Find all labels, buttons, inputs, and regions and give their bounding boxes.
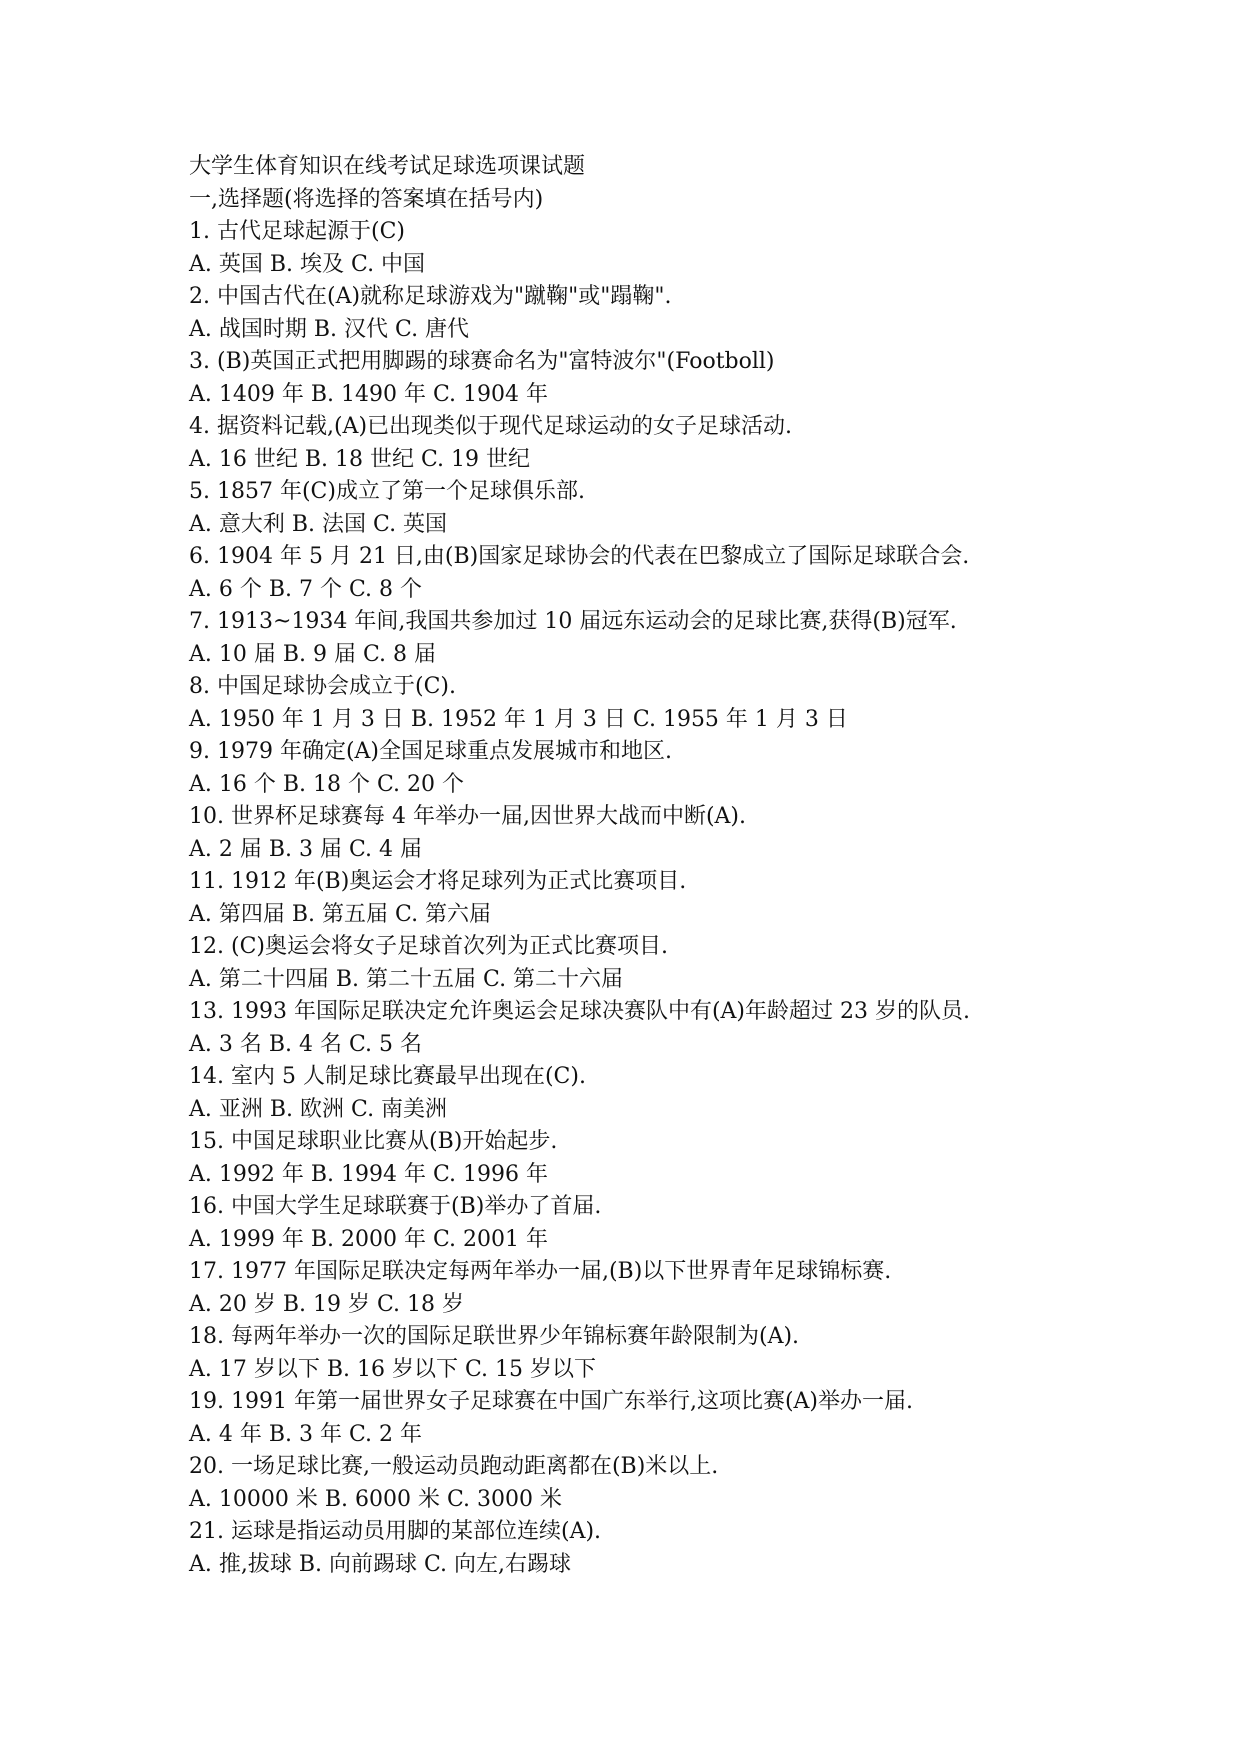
question-4: 4. 据资料记载,(A)已出现类似于现代足球运动的女子足球活动. <box>189 414 793 439</box>
section-heading: 一,选择题(将选择的答案填在括号内) <box>189 186 544 212</box>
question-9: 9. 1979 年确定(A)全国足球重点发展城市和地区. <box>189 739 673 764</box>
question-5-options: A. 意大利 B. 法国 C. 英国 <box>189 511 448 537</box>
question-13-options: A. 3 名 B. 4 名 C. 5 名 <box>189 1031 423 1057</box>
question-21-options: A. 推,拔球 B. 向前踢球 C. 向左,右踢球 <box>189 1551 572 1577</box>
question-11: 11. 1912 年(B)奥运会才将足球列为正式比赛项目. <box>189 869 687 894</box>
question-14-options: A. 亚洲 B. 欧洲 C. 南美洲 <box>189 1096 448 1122</box>
question-17-options: A. 20 岁 B. 19 岁 C. 18 岁 <box>189 1291 465 1317</box>
question-11-options: A. 第四届 B. 第五届 C. 第六届 <box>189 901 492 927</box>
question-13: 13. 1993 年国际足联决定允许奥运会足球决赛队中有(A)年龄超过 23 岁的队员. <box>189 999 970 1024</box>
question-10-options: A. 2 届 B. 3 届 C. 4 届 <box>189 836 423 862</box>
question-9-options: A. 16 个 B. 18 个 C. 20 个 <box>189 771 465 797</box>
question-2: 2. 中国古代在(A)就称足球游戏为"蹴鞠"或"蹋鞠". <box>189 284 672 309</box>
question-2-options: A. 战国时期 B. 汉代 C. 唐代 <box>189 316 470 342</box>
question-15-options: A. 1992 年 B. 1994 年 C. 1996 年 <box>189 1161 548 1187</box>
question-21: 21. 运球是指运动员用脚的某部位连续(A). <box>189 1519 602 1544</box>
question-1-options: A. 英国 B. 埃及 C. 中国 <box>189 251 426 277</box>
question-12-options: A. 第二十四届 B. 第二十五届 C. 第二十六届 <box>189 966 624 992</box>
question-17: 17. 1977 年国际足联决定每两年举办一届,(B)以下世界青年足球锦标赛. <box>189 1259 892 1284</box>
question-20-options: A. 10000 米 B. 6000 米 C. 3000 米 <box>189 1486 562 1512</box>
question-16: 16. 中国大学生足球联赛于(B)举办了首届. <box>189 1194 602 1219</box>
question-12: 12. (C)奥运会将女子足球首次列为正式比赛项目. <box>189 934 668 959</box>
question-6: 6. 1904 年 5 月 21 日,由(B)国家足球协会的代表在巴黎成立了国际足球联合会. <box>189 544 970 569</box>
question-7: 7. 1913~1934 年间,我国共参加过 10 届远东运动会的足球比赛,获得(B)冠军. <box>189 609 957 634</box>
question-1: 1. 古代足球起源于(C) <box>189 219 405 244</box>
question-5: 5. 1857 年(C)成立了第一个足球俱乐部. <box>189 479 585 504</box>
question-3: 3. (B)英国正式把用脚踢的球赛命名为"富特波尔"(Footboll) <box>189 349 775 374</box>
question-15: 15. 中国足球职业比赛从(B)开始起步. <box>189 1129 558 1154</box>
question-8: 8. 中国足球协会成立于(C). <box>189 674 456 699</box>
question-16-options: A. 1999 年 B. 2000 年 C. 2001 年 <box>189 1226 548 1252</box>
question-4-options: A. 16 世纪 B. 18 世纪 C. 19 世纪 <box>189 446 531 472</box>
question-14: 14. 室内 5 人制足球比赛最早出现在(C). <box>189 1064 586 1089</box>
question-18: 18. 每两年举办一次的国际足联世界少年锦标赛年龄限制为(A). <box>189 1324 800 1349</box>
question-19-options: A. 4 年 B. 3 年 C. 2 年 <box>189 1421 423 1447</box>
question-18-options: A. 17 岁以下 B. 16 岁以下 C. 15 岁以下 <box>189 1356 597 1382</box>
question-6-options: A. 6 个 B. 7 个 C. 8 个 <box>189 576 423 602</box>
question-8-options: A. 1950 年 1 月 3 日 B. 1952 年 1 月 3 日 C. 1955 年 1 月 3 日 <box>189 706 848 732</box>
question-10: 10. 世界杯足球赛每 4 年举办一届,因世界大战而中断(A). <box>189 804 747 829</box>
question-3-options: A. 1409 年 B. 1490 年 C. 1904 年 <box>189 381 548 407</box>
question-20: 20. 一场足球比赛,一般运动员跑动距离都在(B)米以上. <box>189 1454 719 1479</box>
question-7-options: A. 10 届 B. 9 届 C. 8 届 <box>189 641 437 667</box>
document-body <box>189 151 1089 1581</box>
document-title: 大学生体育知识在线考试足球选项课试题 <box>189 154 586 179</box>
question-19: 19. 1991 年第一届世界女子足球赛在中国广东举行,这项比赛(A)举办一届. <box>189 1389 914 1414</box>
